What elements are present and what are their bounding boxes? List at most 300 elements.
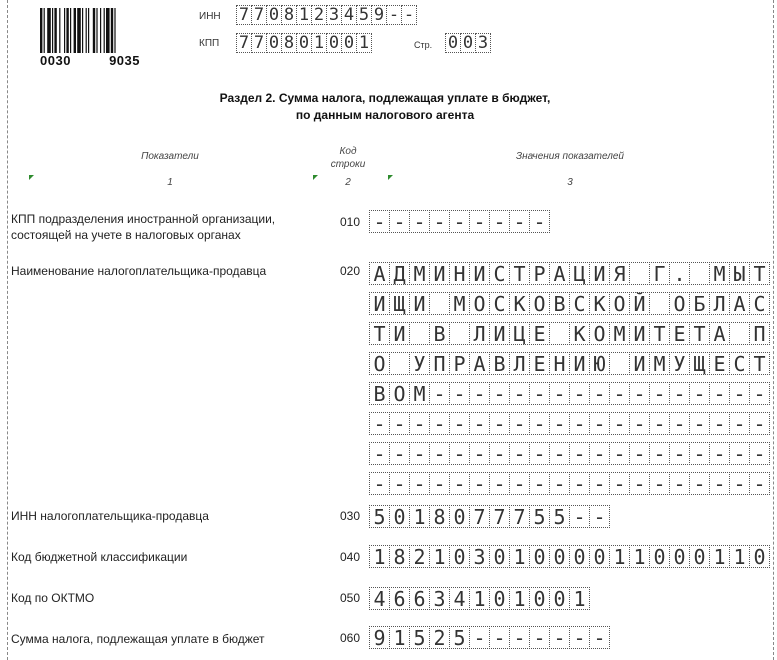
value-cell: - bbox=[509, 472, 530, 495]
kpp-cells bbox=[236, 33, 371, 53]
value-cell: А bbox=[709, 322, 730, 345]
value-cell: А bbox=[549, 262, 570, 285]
corner-marker-icon bbox=[313, 175, 318, 180]
row-050-label: Код по ОКТМО bbox=[11, 591, 95, 605]
value-cell: Ц bbox=[569, 262, 590, 285]
value-cell: - bbox=[389, 412, 410, 435]
row-010-code: 010 bbox=[340, 215, 361, 229]
value-cell: - bbox=[369, 442, 390, 465]
value-cell: Т bbox=[369, 322, 390, 345]
value-cell: 5 bbox=[449, 626, 470, 649]
value-cell: Н bbox=[549, 352, 570, 375]
value-cell: Л bbox=[509, 352, 530, 375]
kpp-cell: 7 bbox=[251, 33, 267, 53]
value-cell: О bbox=[669, 292, 690, 315]
value-cell: - bbox=[629, 412, 650, 435]
value-cell: С bbox=[569, 292, 590, 315]
section-title-line1: Раздел 2. Сумма налога, подлежащая уплате в бюджет, bbox=[219, 91, 551, 105]
value-cell: Е bbox=[709, 352, 730, 375]
value-cell: - bbox=[669, 412, 690, 435]
inn-cell: 3 bbox=[326, 5, 342, 25]
value-cell: 0 bbox=[529, 545, 550, 568]
value-cell: - bbox=[729, 382, 750, 405]
value-cell: - bbox=[589, 382, 610, 405]
value-cell bbox=[629, 262, 650, 285]
inn-cell: 9 bbox=[371, 5, 387, 25]
value-cell: О bbox=[529, 292, 550, 315]
value-cell: - bbox=[429, 210, 450, 233]
value-cell: - bbox=[369, 472, 390, 495]
barcode-bar bbox=[70, 8, 71, 53]
barcode-bar bbox=[114, 8, 115, 53]
value-cell: - bbox=[469, 626, 490, 649]
value-cell: - bbox=[489, 412, 510, 435]
value-cell: П bbox=[429, 352, 450, 375]
value-cell: - bbox=[529, 626, 550, 649]
value-cell: - bbox=[469, 210, 490, 233]
value-cell bbox=[449, 322, 470, 345]
value-cell: 2 bbox=[409, 545, 430, 568]
value-cell: - bbox=[489, 626, 510, 649]
row-020-value[interactable] bbox=[369, 262, 769, 502]
kpp-cell: 8 bbox=[281, 33, 297, 53]
barcode-image bbox=[40, 8, 140, 53]
value-cell: О bbox=[469, 292, 490, 315]
inn-cell: 2 bbox=[311, 5, 327, 25]
value-cell: 5 bbox=[529, 505, 550, 528]
value-cell: 2 bbox=[429, 626, 450, 649]
inn-cell: 5 bbox=[356, 5, 372, 25]
value-cell-line bbox=[369, 442, 769, 465]
value-cell: Н bbox=[449, 262, 470, 285]
value-cell: М bbox=[409, 382, 430, 405]
inn-cell: 4 bbox=[341, 5, 357, 25]
value-cell: П bbox=[749, 322, 770, 345]
value-cell: 1 bbox=[709, 545, 730, 568]
inn-cell: 1 bbox=[296, 5, 312, 25]
col3-header: Значения показателей bbox=[515, 151, 624, 162]
value-cell-line bbox=[369, 262, 769, 285]
barcode-bar bbox=[59, 8, 60, 53]
row-040-code: 040 bbox=[340, 550, 361, 564]
value-cell: Т bbox=[509, 262, 530, 285]
inn-cells bbox=[236, 5, 416, 25]
value-cell: - bbox=[669, 472, 690, 495]
value-cell: У bbox=[669, 352, 690, 375]
value-cell: Й bbox=[629, 292, 650, 315]
value-cell: М bbox=[709, 262, 730, 285]
col2-header-line1: Код bbox=[339, 146, 357, 157]
value-cell: И bbox=[409, 292, 430, 315]
row-040-value[interactable] bbox=[369, 545, 769, 575]
value-cell: - bbox=[549, 626, 570, 649]
value-cell: - bbox=[569, 442, 590, 465]
value-cell: - bbox=[549, 382, 570, 405]
barcode-bar bbox=[106, 8, 110, 53]
value-cell: - bbox=[569, 412, 590, 435]
inn-cell: 7 bbox=[251, 5, 267, 25]
value-cell: - bbox=[649, 382, 670, 405]
value-cell: - bbox=[689, 442, 710, 465]
value-cell: 1 bbox=[409, 505, 430, 528]
value-cell: 6 bbox=[409, 587, 430, 610]
value-cell: - bbox=[629, 442, 650, 465]
row-030-label: ИНН налогоплательщика-продавца bbox=[11, 509, 209, 523]
value-cell: - bbox=[569, 505, 590, 528]
value-cell: - bbox=[609, 442, 630, 465]
value-cell: Е bbox=[529, 322, 550, 345]
value-cell: В bbox=[549, 292, 570, 315]
value-cell: 0 bbox=[549, 587, 570, 610]
value-cell: К bbox=[509, 292, 530, 315]
value-cell: Т bbox=[649, 322, 670, 345]
value-cell: - bbox=[609, 412, 630, 435]
value-cell: - bbox=[509, 626, 530, 649]
barcode-bar bbox=[77, 8, 81, 53]
value-cell: - bbox=[669, 442, 690, 465]
value-cell: А bbox=[469, 352, 490, 375]
value-cell: - bbox=[529, 210, 550, 233]
value-cell: 7 bbox=[469, 505, 490, 528]
value-cell: 5 bbox=[549, 505, 570, 528]
value-cell: 0 bbox=[589, 545, 610, 568]
row-030-code: 030 bbox=[340, 509, 361, 523]
value-cell: 1 bbox=[369, 545, 390, 568]
value-cell: Ц bbox=[509, 322, 530, 345]
value-cell: И bbox=[429, 262, 450, 285]
value-cell bbox=[609, 352, 630, 375]
value-cell: - bbox=[389, 442, 410, 465]
value-cell bbox=[429, 292, 450, 315]
value-cell: Л bbox=[469, 322, 490, 345]
value-cell: 1 bbox=[609, 545, 630, 568]
row-010-label-line1: КПП подразделения иностранной организации, bbox=[11, 212, 276, 226]
value-cell: 0 bbox=[489, 545, 510, 568]
value-cell: - bbox=[709, 412, 730, 435]
row-010-label-line2: состоящей на учете в налоговых органах bbox=[11, 228, 241, 242]
value-cell: - bbox=[489, 382, 510, 405]
value-cell: Ы bbox=[729, 262, 750, 285]
barcode-bar bbox=[64, 8, 65, 53]
value-cell: 0 bbox=[489, 587, 510, 610]
value-cell bbox=[649, 292, 670, 315]
value-cell: - bbox=[429, 472, 450, 495]
row-060-label: Сумма налога, подлежащая уплате в бюджет bbox=[11, 632, 265, 646]
barcode-bar bbox=[88, 8, 89, 53]
value-cell: - bbox=[649, 472, 670, 495]
value-cell: 3 bbox=[469, 545, 490, 568]
value-cell: 0 bbox=[449, 545, 470, 568]
value-cell: 1 bbox=[389, 626, 410, 649]
value-cell: И bbox=[469, 262, 490, 285]
value-cell: - bbox=[749, 442, 770, 465]
value-cell: М bbox=[409, 262, 430, 285]
value-cell: - bbox=[509, 210, 530, 233]
value-cell: 1 bbox=[429, 545, 450, 568]
value-cell: - bbox=[589, 505, 610, 528]
value-cell: И bbox=[389, 322, 410, 345]
value-cell: - bbox=[669, 382, 690, 405]
value-cell: - bbox=[749, 382, 770, 405]
value-cell: - bbox=[569, 472, 590, 495]
value-cell: 4 bbox=[369, 587, 390, 610]
col1-header: Показатели bbox=[141, 151, 199, 162]
value-cell-line bbox=[369, 382, 769, 405]
value-cell: - bbox=[709, 382, 730, 405]
value-cell bbox=[729, 322, 750, 345]
value-cell-line bbox=[369, 322, 769, 345]
value-cell: 0 bbox=[449, 505, 470, 528]
value-cell: К bbox=[569, 322, 590, 345]
value-cell: А bbox=[369, 262, 390, 285]
inn-cell: 7 bbox=[236, 5, 252, 25]
value-cell: У bbox=[409, 352, 430, 375]
value-cell: С bbox=[489, 262, 510, 285]
col3-number: 3 bbox=[567, 177, 573, 188]
row-060-code: 060 bbox=[340, 631, 361, 645]
value-cell: С bbox=[729, 352, 750, 375]
value-cell: 0 bbox=[569, 545, 590, 568]
col2-header bbox=[318, 145, 378, 171]
row-050-value[interactable] bbox=[369, 587, 589, 617]
value-cell: Г bbox=[649, 262, 670, 285]
row-030-value[interactable] bbox=[369, 505, 609, 535]
value-cell: - bbox=[729, 472, 750, 495]
barcode-number bbox=[40, 53, 140, 68]
page-cells bbox=[445, 33, 490, 53]
value-cell bbox=[549, 322, 570, 345]
value-cell: - bbox=[589, 626, 610, 649]
kpp-cell: 0 bbox=[266, 33, 282, 53]
value-cell: - bbox=[449, 412, 470, 435]
barcode-bar bbox=[100, 8, 101, 53]
value-cell: - bbox=[649, 442, 670, 465]
page-cell: 0 bbox=[445, 33, 461, 53]
value-cell: - bbox=[469, 382, 490, 405]
value-cell: 1 bbox=[469, 587, 490, 610]
value-cell: 1 bbox=[569, 587, 590, 610]
value-cell: - bbox=[649, 412, 670, 435]
barcode-bar bbox=[44, 8, 45, 53]
barcode-number-part1: 0030 bbox=[40, 53, 71, 68]
value-cell: 6 bbox=[389, 587, 410, 610]
value-cell: - bbox=[529, 382, 550, 405]
value-cell: О bbox=[369, 352, 390, 375]
value-cell: Щ bbox=[389, 292, 410, 315]
barcode-bar bbox=[66, 8, 68, 53]
value-cell: - bbox=[709, 442, 730, 465]
value-cell: - bbox=[489, 210, 510, 233]
value-cell: - bbox=[429, 382, 450, 405]
value-cell: - bbox=[569, 382, 590, 405]
barcode-bar bbox=[86, 8, 87, 53]
value-cell: - bbox=[489, 442, 510, 465]
col2-number: 2 bbox=[345, 177, 351, 188]
value-cell: И bbox=[629, 352, 650, 375]
row-040-label: Код бюджетной классификации bbox=[11, 550, 188, 564]
value-cell: - bbox=[469, 442, 490, 465]
value-cell: - bbox=[529, 472, 550, 495]
value-cell: - bbox=[709, 472, 730, 495]
value-cell: 0 bbox=[549, 545, 570, 568]
value-cell: - bbox=[449, 210, 470, 233]
value-cell bbox=[409, 322, 430, 345]
value-cell: 0 bbox=[749, 545, 770, 568]
barcode-bar bbox=[74, 8, 76, 53]
value-cell: Т bbox=[749, 262, 770, 285]
value-cell: - bbox=[429, 412, 450, 435]
value-cell: - bbox=[589, 412, 610, 435]
value-cell: - bbox=[689, 472, 710, 495]
barcode-bar bbox=[82, 8, 83, 53]
inn-cell: 0 bbox=[266, 5, 282, 25]
value-cell: - bbox=[749, 412, 770, 435]
value-cell: - bbox=[469, 472, 490, 495]
value-cell: 3 bbox=[429, 587, 450, 610]
value-cell: - bbox=[689, 412, 710, 435]
value-cell: - bbox=[409, 210, 430, 233]
value-cell: 1 bbox=[629, 545, 650, 568]
barcode-number-part2: 9035 bbox=[109, 53, 140, 68]
kpp-cell: 7 bbox=[236, 33, 252, 53]
value-cell: Т bbox=[749, 352, 770, 375]
value-cell: 1 bbox=[729, 545, 750, 568]
page-label: Стр. bbox=[414, 40, 433, 50]
value-cell: Ю bbox=[589, 352, 610, 375]
value-cell: С bbox=[489, 292, 510, 315]
value-cell: Е bbox=[669, 322, 690, 345]
value-cell: Я bbox=[609, 262, 630, 285]
value-cell: - bbox=[529, 412, 550, 435]
value-cell: И bbox=[629, 322, 650, 345]
value-cell: 5 bbox=[409, 626, 430, 649]
value-cell: 1 bbox=[509, 545, 530, 568]
barcode-bar bbox=[47, 8, 51, 53]
value-cell: - bbox=[549, 442, 570, 465]
page-cell: 0 bbox=[460, 33, 476, 53]
value-cell: 0 bbox=[529, 587, 550, 610]
value-cell: Л bbox=[709, 292, 730, 315]
value-cell: М bbox=[649, 352, 670, 375]
row-010-label bbox=[11, 211, 311, 243]
row-020-label: Наименование налогоплательщика-продавца bbox=[11, 264, 267, 278]
value-cell: 0 bbox=[389, 505, 410, 528]
value-cell: 0 bbox=[649, 545, 670, 568]
value-cell: - bbox=[369, 210, 390, 233]
value-cell: Д bbox=[389, 262, 410, 285]
barcode-bar bbox=[111, 8, 113, 53]
value-cell: 9 bbox=[369, 626, 390, 649]
value-cell: В bbox=[369, 382, 390, 405]
value-cell: - bbox=[409, 472, 430, 495]
section-title bbox=[190, 90, 580, 124]
value-cell: О bbox=[609, 292, 630, 315]
value-cell: - bbox=[589, 442, 610, 465]
value-cell: Б bbox=[689, 292, 710, 315]
value-cell: - bbox=[409, 412, 430, 435]
value-cell: К bbox=[589, 292, 610, 315]
value-cell: И bbox=[489, 322, 510, 345]
value-cell: - bbox=[729, 442, 750, 465]
value-cell: - bbox=[589, 472, 610, 495]
barcode-bar bbox=[40, 8, 42, 53]
value-cell: - bbox=[689, 382, 710, 405]
col2-header-line2: строки bbox=[330, 159, 366, 170]
value-cell: - bbox=[429, 442, 450, 465]
col1-number: 1 bbox=[167, 177, 173, 188]
row-020-code: 020 bbox=[340, 264, 361, 278]
section-title-line2: по данным налогового агента bbox=[295, 108, 475, 122]
value-cell: - bbox=[549, 472, 570, 495]
value-cell: 7 bbox=[509, 505, 530, 528]
row-010-value[interactable] bbox=[369, 210, 549, 240]
inn-cell: 8 bbox=[281, 5, 297, 25]
value-cell: О bbox=[589, 322, 610, 345]
value-cell: - bbox=[549, 412, 570, 435]
row-060-value[interactable] bbox=[369, 626, 609, 656]
value-cell: О bbox=[389, 382, 410, 405]
inn-cell: - bbox=[401, 5, 417, 25]
value-cell bbox=[389, 352, 410, 375]
value-cell: Т bbox=[689, 322, 710, 345]
row-050-code: 050 bbox=[340, 591, 361, 605]
kpp-cell: 1 bbox=[356, 33, 372, 53]
value-cell: . bbox=[669, 262, 690, 285]
value-cell: - bbox=[569, 626, 590, 649]
barcode-bar bbox=[96, 8, 97, 53]
value-cell: Щ bbox=[689, 352, 710, 375]
inn-label: ИНН bbox=[199, 11, 221, 22]
value-cell: - bbox=[509, 382, 530, 405]
barcode-bar bbox=[54, 8, 56, 53]
value-cell: В bbox=[429, 322, 450, 345]
value-cell: И bbox=[589, 262, 610, 285]
kpp-label: КПП bbox=[199, 38, 220, 49]
value-cell: И bbox=[569, 352, 590, 375]
value-cell: - bbox=[369, 412, 390, 435]
value-cell: В bbox=[489, 352, 510, 375]
value-cell: 1 bbox=[509, 587, 530, 610]
value-cell: 4 bbox=[449, 587, 470, 610]
value-cell: - bbox=[509, 442, 530, 465]
corner-marker-icon bbox=[388, 175, 393, 180]
kpp-cell: 0 bbox=[341, 33, 357, 53]
corner-marker-icon bbox=[29, 175, 34, 180]
value-cell: И bbox=[369, 292, 390, 315]
value-cell-line bbox=[369, 292, 769, 315]
value-cell-line bbox=[369, 412, 769, 435]
value-cell: Р bbox=[529, 262, 550, 285]
value-cell: 8 bbox=[429, 505, 450, 528]
value-cell: - bbox=[729, 412, 750, 435]
value-cell: - bbox=[389, 210, 410, 233]
value-cell-line bbox=[369, 472, 769, 495]
value-cell: 5 bbox=[369, 505, 390, 528]
value-cell: - bbox=[629, 382, 650, 405]
page-cell: 3 bbox=[475, 33, 491, 53]
kpp-cell: 1 bbox=[311, 33, 327, 53]
inn-cell: - bbox=[386, 5, 402, 25]
barcode-bar bbox=[52, 8, 53, 53]
value-cell: С bbox=[749, 292, 770, 315]
value-cell: - bbox=[609, 472, 630, 495]
value-cell: - bbox=[509, 412, 530, 435]
value-cell: - bbox=[409, 442, 430, 465]
value-cell: - bbox=[749, 472, 770, 495]
value-cell: Р bbox=[449, 352, 470, 375]
value-cell: - bbox=[469, 412, 490, 435]
value-cell bbox=[689, 262, 710, 285]
